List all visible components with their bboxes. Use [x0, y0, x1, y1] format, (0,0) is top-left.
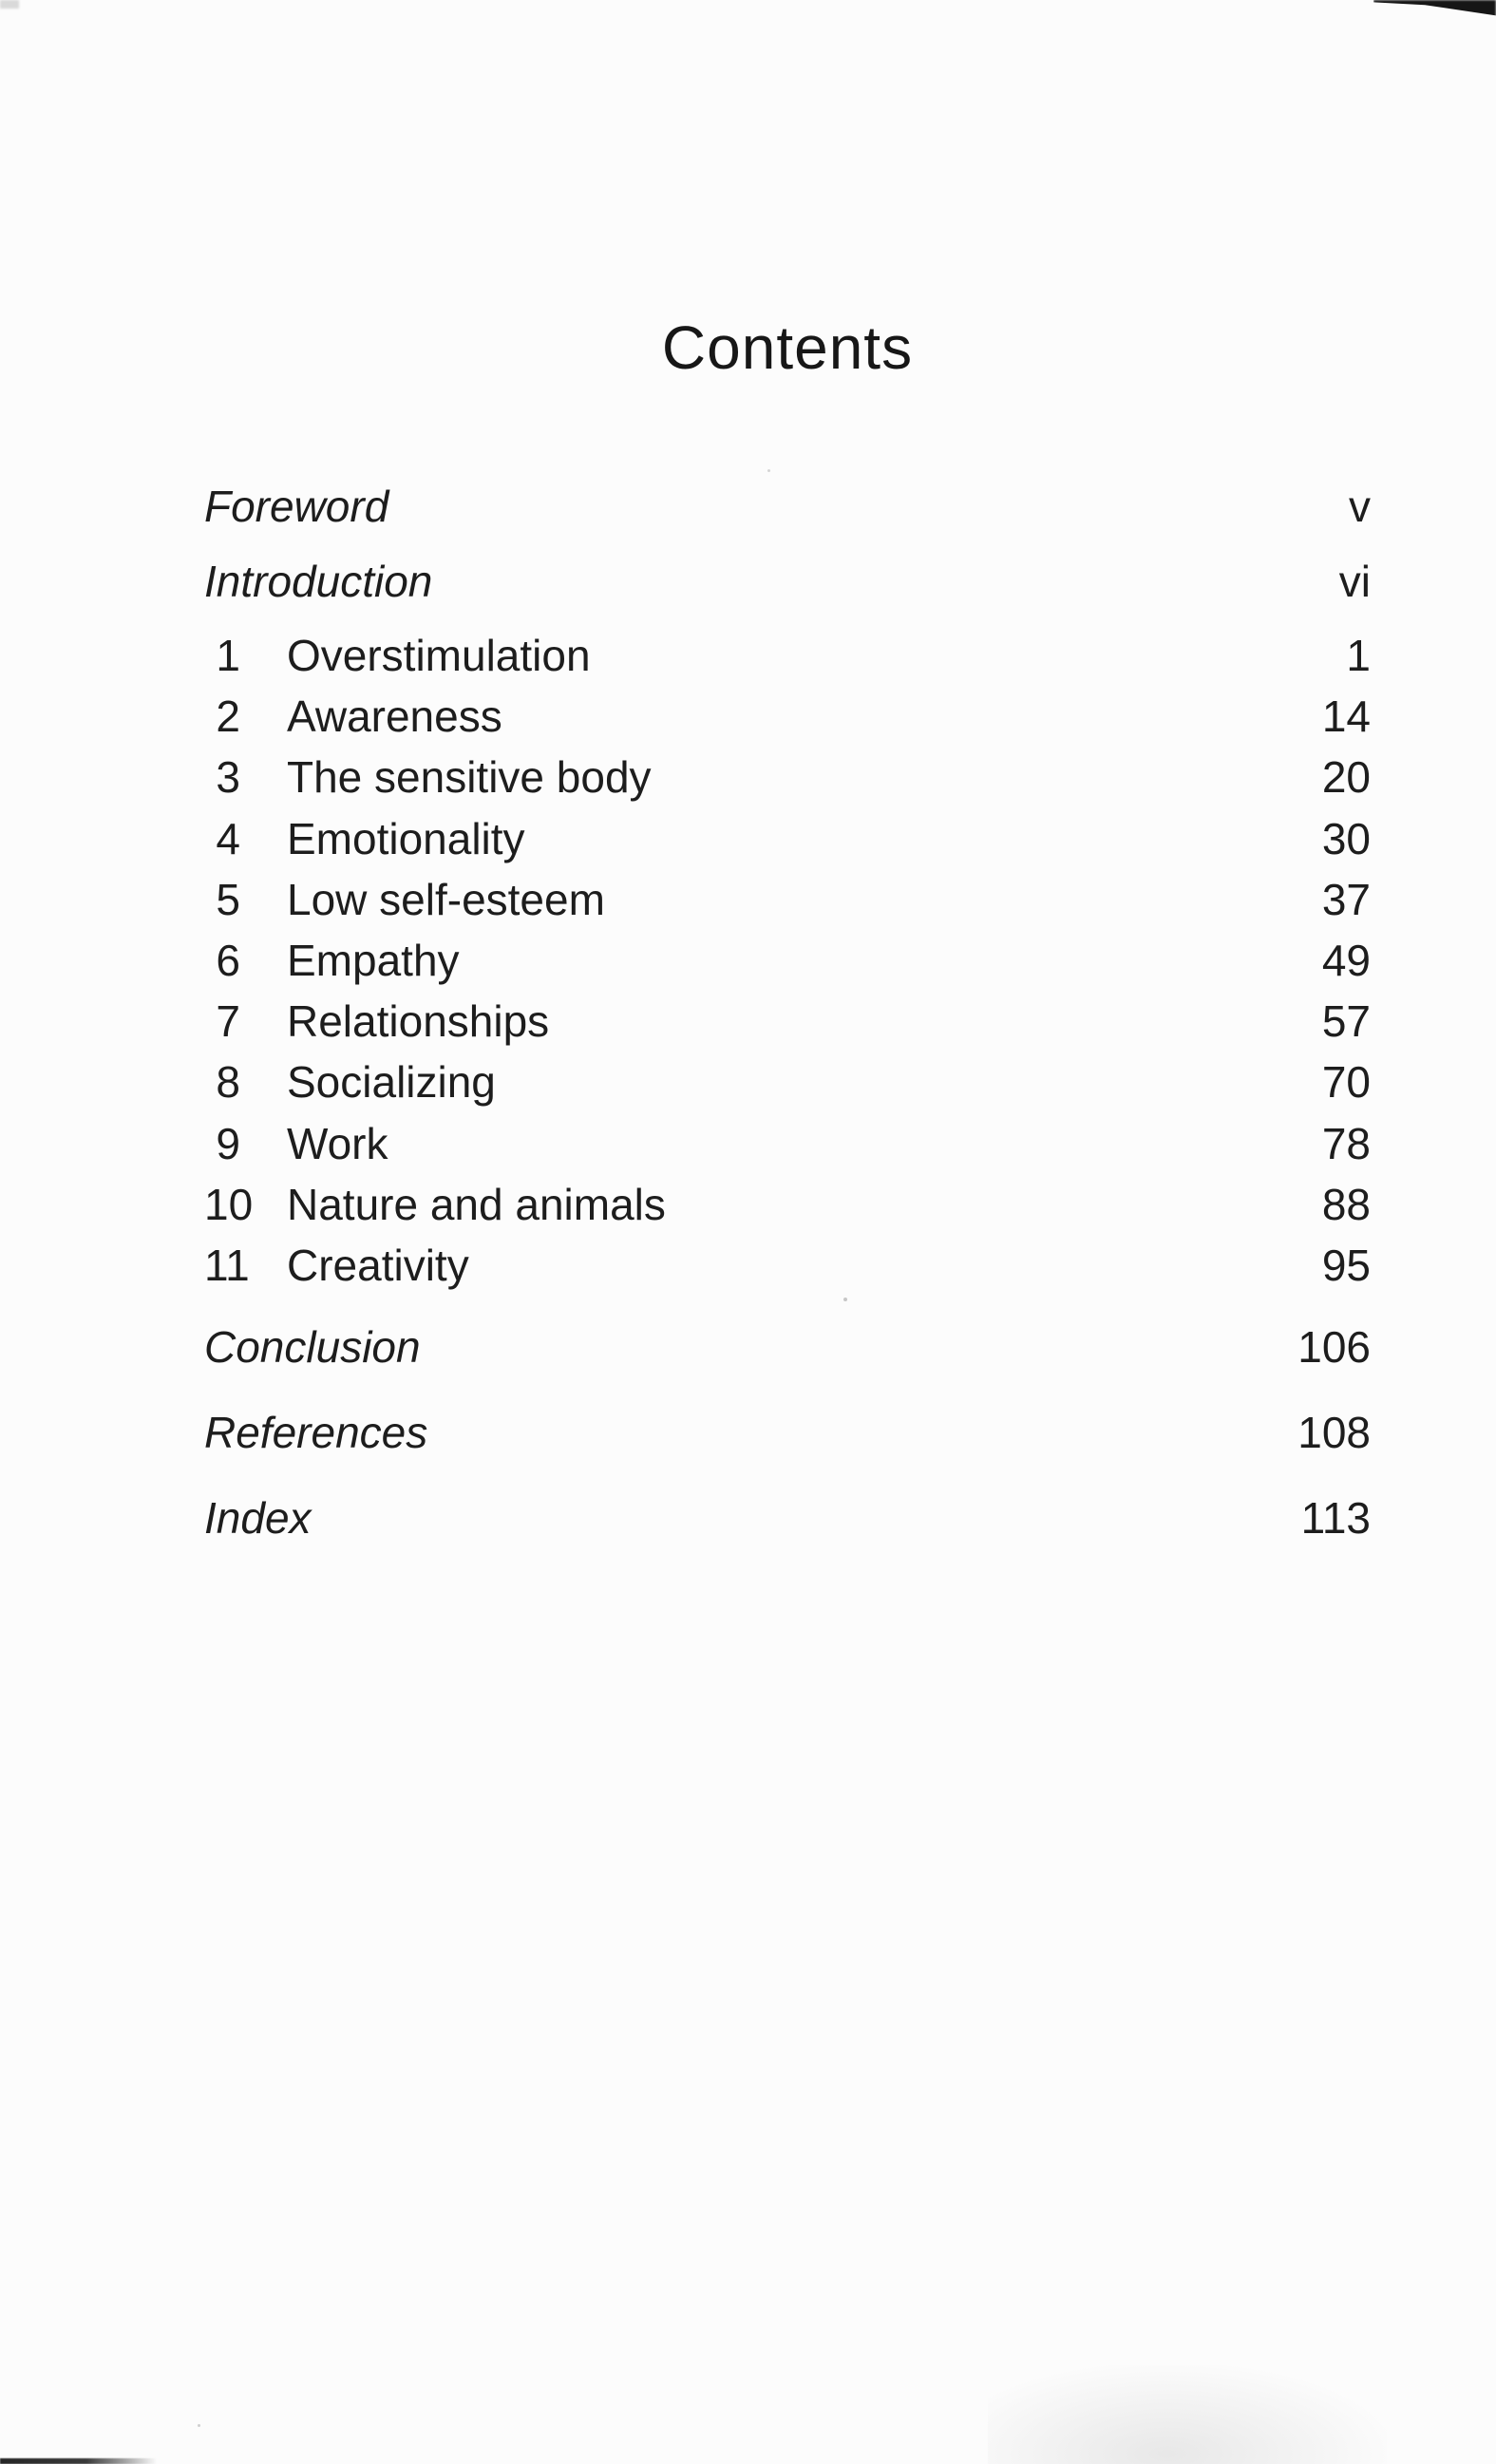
- toc-row-back-matter: [204, 1318, 1371, 1375]
- chapter-number: 5: [216, 875, 240, 924]
- chapter-title: Creativity: [287, 1241, 469, 1290]
- chapter-number: 4: [216, 814, 240, 863]
- page-number: 57: [1321, 996, 1371, 1046]
- section-label: Introduction: [204, 557, 433, 606]
- chapter-number: 3: [216, 752, 240, 802]
- toc-row-front-matter: [204, 478, 1371, 535]
- scan-speck: [198, 2424, 200, 2427]
- chapter-number: 8: [216, 1057, 240, 1107]
- scan-shadow-top-right-corner: [1373, 0, 1496, 19]
- section-label: Conclusion: [204, 1322, 421, 1372]
- page-number: v: [1349, 482, 1371, 531]
- chapter-number: 6: [216, 936, 240, 985]
- scan-edge-bottom-left: [0, 2458, 157, 2464]
- scan-speck: [843, 1298, 847, 1301]
- page-number: 30: [1321, 814, 1371, 863]
- chapter-number: 2: [216, 692, 240, 741]
- chapter-title: Nature and animals: [287, 1180, 666, 1229]
- page-number: 108: [1297, 1408, 1371, 1457]
- toc-row-chapter: [204, 688, 1371, 745]
- page-title: Contents: [661, 313, 914, 382]
- toc-row-chapter: [204, 1115, 1371, 1172]
- toc-row-chapter: [204, 749, 1371, 806]
- toc-row-chapter: [204, 1176, 1371, 1233]
- page-number: 95: [1321, 1241, 1371, 1290]
- toc-row-chapter: [204, 1053, 1371, 1110]
- chapter-number: 9: [216, 1119, 240, 1168]
- section-label: References: [204, 1408, 428, 1457]
- chapter-number: 1: [216, 631, 240, 680]
- chapter-title: Empathy: [287, 936, 460, 985]
- toc-row-front-matter: [204, 553, 1371, 610]
- chapter-title: Awareness: [287, 692, 502, 741]
- section-label: Foreword: [204, 482, 389, 531]
- chapter-title: Work: [287, 1119, 388, 1168]
- page-number: 113: [1300, 1493, 1371, 1543]
- toc-row-chapter: [204, 1237, 1371, 1294]
- page-number: 1: [1346, 631, 1371, 680]
- chapter-title: Socializing: [287, 1057, 496, 1107]
- chapter-title: Overstimulation: [287, 631, 591, 680]
- chapter-number: 10: [204, 1180, 254, 1229]
- page-number: 14: [1321, 692, 1371, 741]
- page-number: 78: [1321, 1119, 1371, 1168]
- page-number: 49: [1321, 936, 1371, 985]
- scan-mark-top-left: [0, 0, 19, 9]
- chapter-number: 7: [216, 996, 240, 1046]
- toc-row-chapter: [204, 627, 1371, 684]
- scan-smudge-bottom-right: [988, 2365, 1387, 2464]
- page-number: 20: [1321, 752, 1371, 802]
- toc-row-chapter: [204, 871, 1371, 928]
- page-number: 88: [1321, 1180, 1371, 1229]
- section-label: Index: [204, 1493, 312, 1543]
- page-number: 70: [1321, 1057, 1371, 1107]
- chapter-number: 11: [204, 1241, 250, 1290]
- toc-row-chapter: [204, 993, 1371, 1050]
- toc-row-back-matter: [204, 1489, 1371, 1546]
- chapter-title: The sensitive body: [287, 752, 652, 802]
- page-number: 37: [1321, 875, 1371, 924]
- toc-row-back-matter: [204, 1404, 1371, 1461]
- page-number: vi: [1338, 557, 1371, 606]
- chapter-title: Low self-esteem: [287, 875, 605, 924]
- scan-speck: [767, 469, 770, 472]
- toc-row-chapter: [204, 932, 1371, 989]
- chapter-title: Relationships: [287, 996, 550, 1046]
- chapter-title: Emotionality: [287, 814, 525, 863]
- toc-row-chapter: [204, 810, 1371, 867]
- page-number: 106: [1297, 1322, 1371, 1372]
